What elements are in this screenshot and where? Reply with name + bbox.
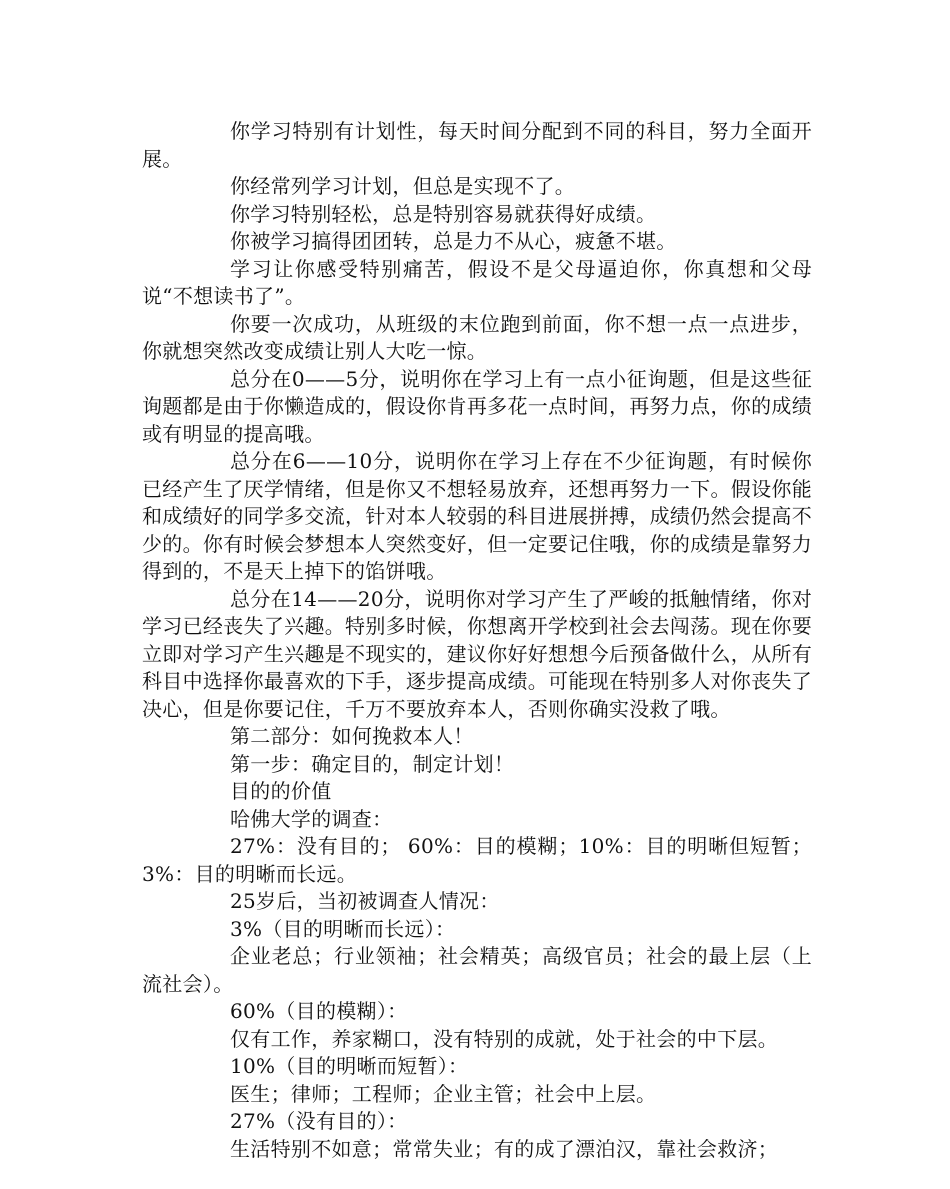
paragraph-score-14-20: 总分在14——20分，说明你对学习产生了严峻的抵触情绪，你对学习已经丧失了兴趣。特别多时候，你想离开学校到社会去闯荡。现在你要立即对学习产生兴趣是不现实的，建议你好好想想今后预备做什么，从所有科目中选择你最喜欢的下手，逐步提高成绩。可能现在特别多人对你丧失了决心，但是你要记住，千万不要放弃本人，否则你确实没救了哦。	[142, 586, 812, 721]
group-60-result: 仅有工作，养家糊口，没有特别的成就，处于社会的中下层。	[230, 1026, 779, 1051]
group-27-result: 生活特别不如意；常常失业；有的成了漂泊汉，靠社会救济；	[230, 1136, 779, 1161]
survey-percentages: 27%：没有目的； 60%：目的模糊；10%：目的明晰但短暂；3%：目的明晰而长远。	[142, 834, 812, 886]
paragraph-1: 你学习特别有计划性，每天时间分配到不同的科目，努力全面开展。	[142, 119, 812, 171]
group-3-label: 3%（目的明晰而长远）：	[230, 916, 456, 941]
group-10-result: 医生；律师；工程师；企业主管；社会中上层。	[230, 1081, 657, 1106]
after-25-label: 25岁后，当初被调查人情况：	[230, 889, 500, 913]
paragraph-4: 你被学习搞得团团转，总是力不从心，疲惫不堪。	[230, 229, 677, 253]
group-27-label: 27%（没有目的）：	[230, 1109, 408, 1133]
paragraph-2: 你经常列学习计划，但总是实现不了。	[230, 174, 576, 198]
group-60-label: 60%（目的模糊）：	[230, 999, 408, 1023]
section-heading-part-two: 第二部分：如何挽救本人！	[230, 724, 474, 748]
goal-value-heading: 目的的价值	[230, 779, 332, 803]
group-3-result: 企业老总；行业领袖；社会精英；高级官员；社会的最上层（上流社会）。	[142, 944, 812, 996]
document-body	[142, 118, 812, 1163]
group-10-label: 10%（目的明晰而短暂）：	[230, 1054, 469, 1078]
paragraph-5: 学习让你感受特别痛苦，假设不是父母逼迫你，你真想和父母说“不想读书了”。	[142, 256, 812, 308]
paragraph-score-0-5: 总分在0——5分，说明你在学习上有一点小征询题，但是这些征询题都是由于你懒造成的，假设你肯再多花一点时间，再努力点，你的成绩或有明显的提高哦。	[142, 366, 812, 446]
paragraph-3: 你学习特别轻松，总是特别容易就获得好成绩。	[230, 201, 657, 226]
harvard-survey-label: 哈佛大学的调查：	[230, 806, 393, 831]
paragraph-score-6-10: 总分在6——10分，说明你在学习上存在不少征询题，有时候你已经产生了厌学情绪，但是你又不想轻易放弃，还想再努力一下。假设你能和成绩好的同学多交流，针对本人较弱的科目进展拼搏，成绩仍然会提高不少的。你有时候会梦想本人突然变好，但一定要记住哦，你的成绩是靠努力得到的，不是天上掉下的馅饼哦。	[142, 449, 812, 583]
step-one-heading: 第一步：确定目的，制定计划！	[230, 751, 515, 776]
paragraph-6: 你要一次成功，从班级的末位跑到前面，你不想一点一点进步，你就想突然改变成绩让别人大吃一惊。	[142, 311, 812, 363]
